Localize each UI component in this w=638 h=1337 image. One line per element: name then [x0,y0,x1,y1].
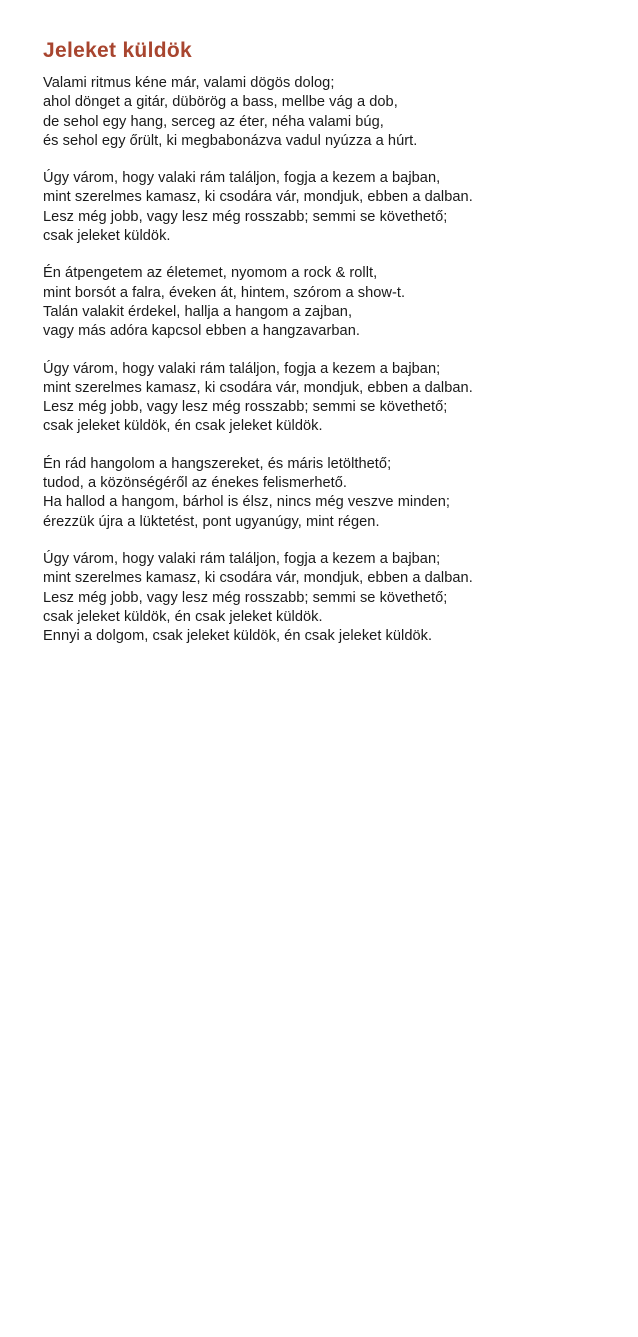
lyric-line: Talán valakit érdekel, hallja a hangom a zajban, [43,303,353,320]
stanza-2 [43,169,603,246]
lyric-line: Úgy várom, hogy valaki rám találjon, fogja a kezem a bajban; [43,550,441,567]
lyric-line: mint szerelmes kamasz, ki csodára vár, mondjuk, ebben a dalban. [43,189,473,206]
stanza-3 [43,264,603,341]
stanza-4 [43,360,603,437]
lyric-line: Én átpengetem az életemet, nyomom a rock & rollt, [43,265,378,282]
lyric-line: Lesz még jobb, vagy lesz még rosszabb; semmi se követhető; [43,399,448,416]
stanza-1 [43,74,603,151]
lyric-line: de sehol egy hang, serceg az éter, néha valami búg, [43,113,384,130]
lyric-line: vagy más adóra kapcsol ebben a hangzavarban. [43,323,360,340]
lyric-line: Ha hallod a hangom, bárhol is élsz, nincs még veszve minden; [43,494,450,511]
lyric-line: mint borsót a falra, éveken át, hintem, szórom a show-t. [43,284,406,301]
lyric-line: mint szerelmes kamasz, ki csodára vár, mondjuk, ebben a dalban. [43,570,473,587]
lyric-line: csak jeleket küldök. [43,228,171,245]
lyric-line: csak jeleket küldök, én csak jeleket küldök. [43,418,323,435]
lyric-line: mint szerelmes kamasz, ki csodára vár, mondjuk, ebben a dalban. [43,379,473,396]
lyric-line: tudod, a közönségéről az énekes felismerhető. [43,475,348,492]
lyric-line: Ennyi a dolgom, csak jeleket küldök, én csak jeleket küldök. [43,628,433,645]
lyric-line: ahol dönget a gitár, dübörög a bass, mellbe vág a dob, [43,94,398,111]
lyric-line: érezzük újra a lüktetést, pont ugyanúgy, mint régen. [43,513,380,530]
lyric-line: Én rád hangolom a hangszereket, és máris letölthető; [43,455,392,472]
lyric-line: Lesz még jobb, vagy lesz még rosszabb; semmi se követhető; [43,589,448,606]
lyric-line: Úgy várom, hogy valaki rám találjon, fogja a kezem a bajban; [43,360,441,377]
lyric-line: Valami ritmus kéne már, valami dögös dolog; [43,75,335,91]
lyric-line: csak jeleket küldök, én csak jeleket küldök. [43,608,323,625]
stanza-6 [43,550,603,646]
lyric-line: Úgy várom, hogy valaki rám találjon, fogja a kezem a bajban, [43,170,441,187]
lyric-line: és sehol egy őrült, ki megbabonázva vadul nyúzza a húrt. [43,132,418,149]
lyrics-page [43,38,603,664]
lyric-line: Lesz még jobb, vagy lesz még rosszabb; semmi se követhető; [43,208,448,225]
song-title: Jeleket küldök [43,39,192,62]
stanza-5 [43,455,603,532]
